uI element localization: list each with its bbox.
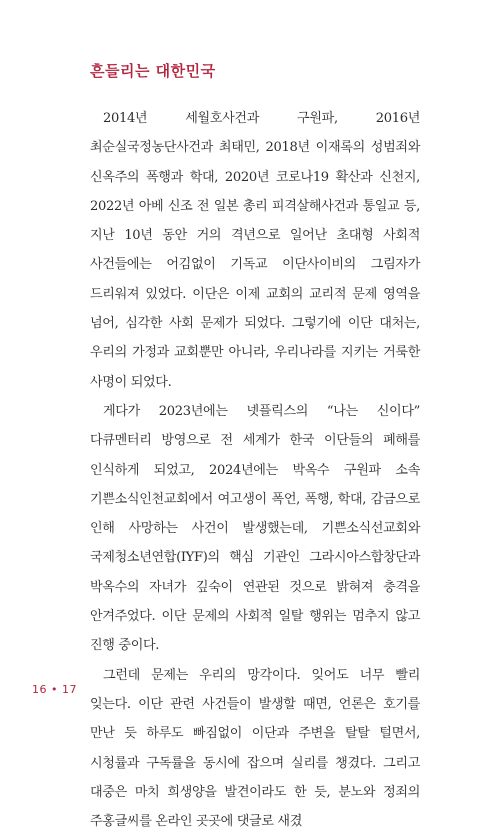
paragraph-3: 그런데 문제는 우리의 망각이다. 잊어도 너무 빨리 잊는다. 이단 관련 사건들이 발생할 때면, 언론은 호기를 만난 듯 하루도 빠짐없이 이단과 주변을 탈탈 털면서, 시청률과 구독률을 동시에 잡으며 실리를 챙겼다. 그리고 대중은 마치 희생양을 발견이라도 한 듯, 분노와 정죄의 주홍글씨를 온라인 곳곳에 댓글로 새겼 bbox=[90, 667, 420, 830]
paragraph-1: 2014년 세월호사건과 구원파, 2016년 최순실국정농단사건과 최태민, 2018년 이재록의 성범죄와 신옥주의 폭행과 학대, 2020년 코로나19 확산과 신천지, 2022년 아베 신조 전 일본 총리 피격살해사건과 통일교 등, 지난 10년 동안 거의 격년으로 일어난 초대형 사회적 사건들에는 어김없이 기독교 이단사이비의 그림자가 드리워져 있었다. 이단은 이제 교회의 교리적 문제 영역을 넘어, 심각한 사회 문제가 되었다. 그렇기에 이단 대처는, 우리의 가정과 교회뿐만 아니라, 우리나라를 지키는 거룩한 사명이 되었다. bbox=[90, 111, 420, 390]
section-heading: 흔들리는 대한민국 bbox=[90, 62, 216, 80]
paragraph-2: 게다가 2023년에는 넷플릭스의 “나는 신이다” 다큐멘터리 방영으로 전 세계가 한국 이단들의 폐해를 인식하게 되었고, 2024년에는 박옥수 구원파 소속 기쁜소식인천교회에서 여고생이 폭언, 폭행, 학대, 감금으로 인해 사망하는 사건이 발생했는데, 기쁜소식선교회와 국제청소년연합(IYF)의 핵심 기관인 그라시아스합창단과 박옥수의 자녀가 깊숙이 연관된 것으로 밝혀져 충격을 안겨주었다. 이단 문제의 사회적 일탈 행위는 멈추지 않고 진행 중이다. bbox=[90, 403, 420, 654]
body-text bbox=[90, 104, 420, 836]
page-number: 16 • 17 bbox=[32, 683, 77, 696]
